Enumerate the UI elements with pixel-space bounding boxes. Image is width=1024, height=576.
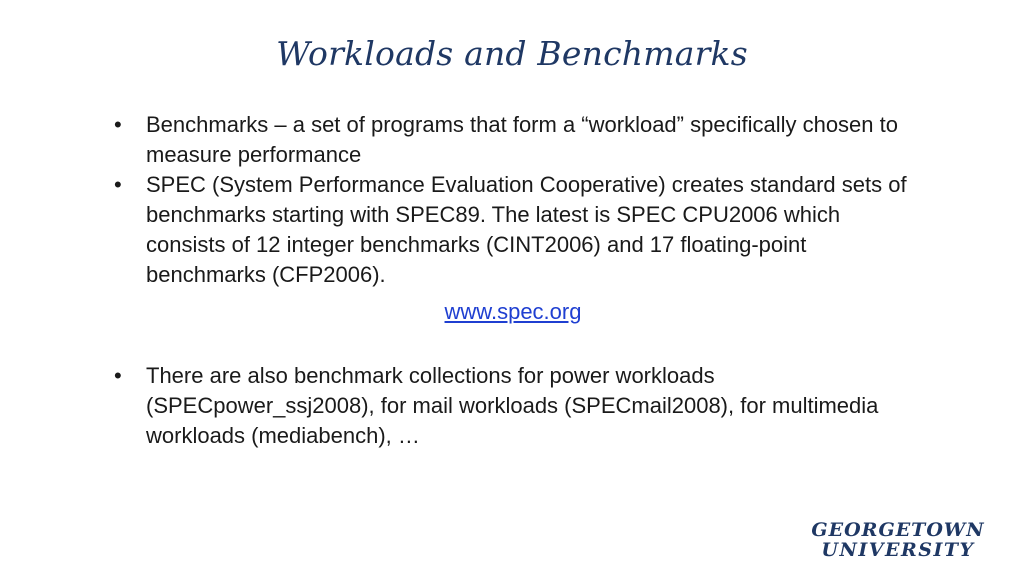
bullet-marker: • [114, 363, 122, 388]
bullet-item-spec [113, 170, 913, 290]
bullet-marker: • [114, 112, 122, 137]
bullet-text: There are also benchmark collections for power workloads (SPECpower_ssj2008), for mail workloads (SPECmail2008), for multimedia workloads (mediabench), … [146, 363, 879, 448]
spec-website-link[interactable]: www.spec.org [444, 299, 582, 324]
spacer [113, 327, 913, 361]
logo-line-georgetown: GEORGETOWN [811, 519, 985, 541]
bullet-list [113, 110, 913, 451]
bullet-marker: • [114, 172, 122, 197]
spec-link-line [113, 297, 913, 327]
georgetown-university-logo [800, 520, 996, 564]
logo-line-university: UNIVERSITY [821, 539, 975, 561]
bullet-text: Benchmarks – a set of programs that form a “workload” specifically chosen to measure performance [146, 112, 898, 167]
bullet-item-benchmarks [113, 110, 913, 170]
bullet-item-collections [113, 361, 913, 451]
slide-title: Workloads and Benchmarks [276, 34, 748, 73]
bullet-text: SPEC (System Performance Evaluation Cooperative) creates standard sets of benchmarks starting with SPEC89. The latest is SPEC CPU2006 which consists of 12 integer benchmarks (CINT2006) and 17 floating-point benchmarks (CFP2006). [146, 172, 907, 287]
